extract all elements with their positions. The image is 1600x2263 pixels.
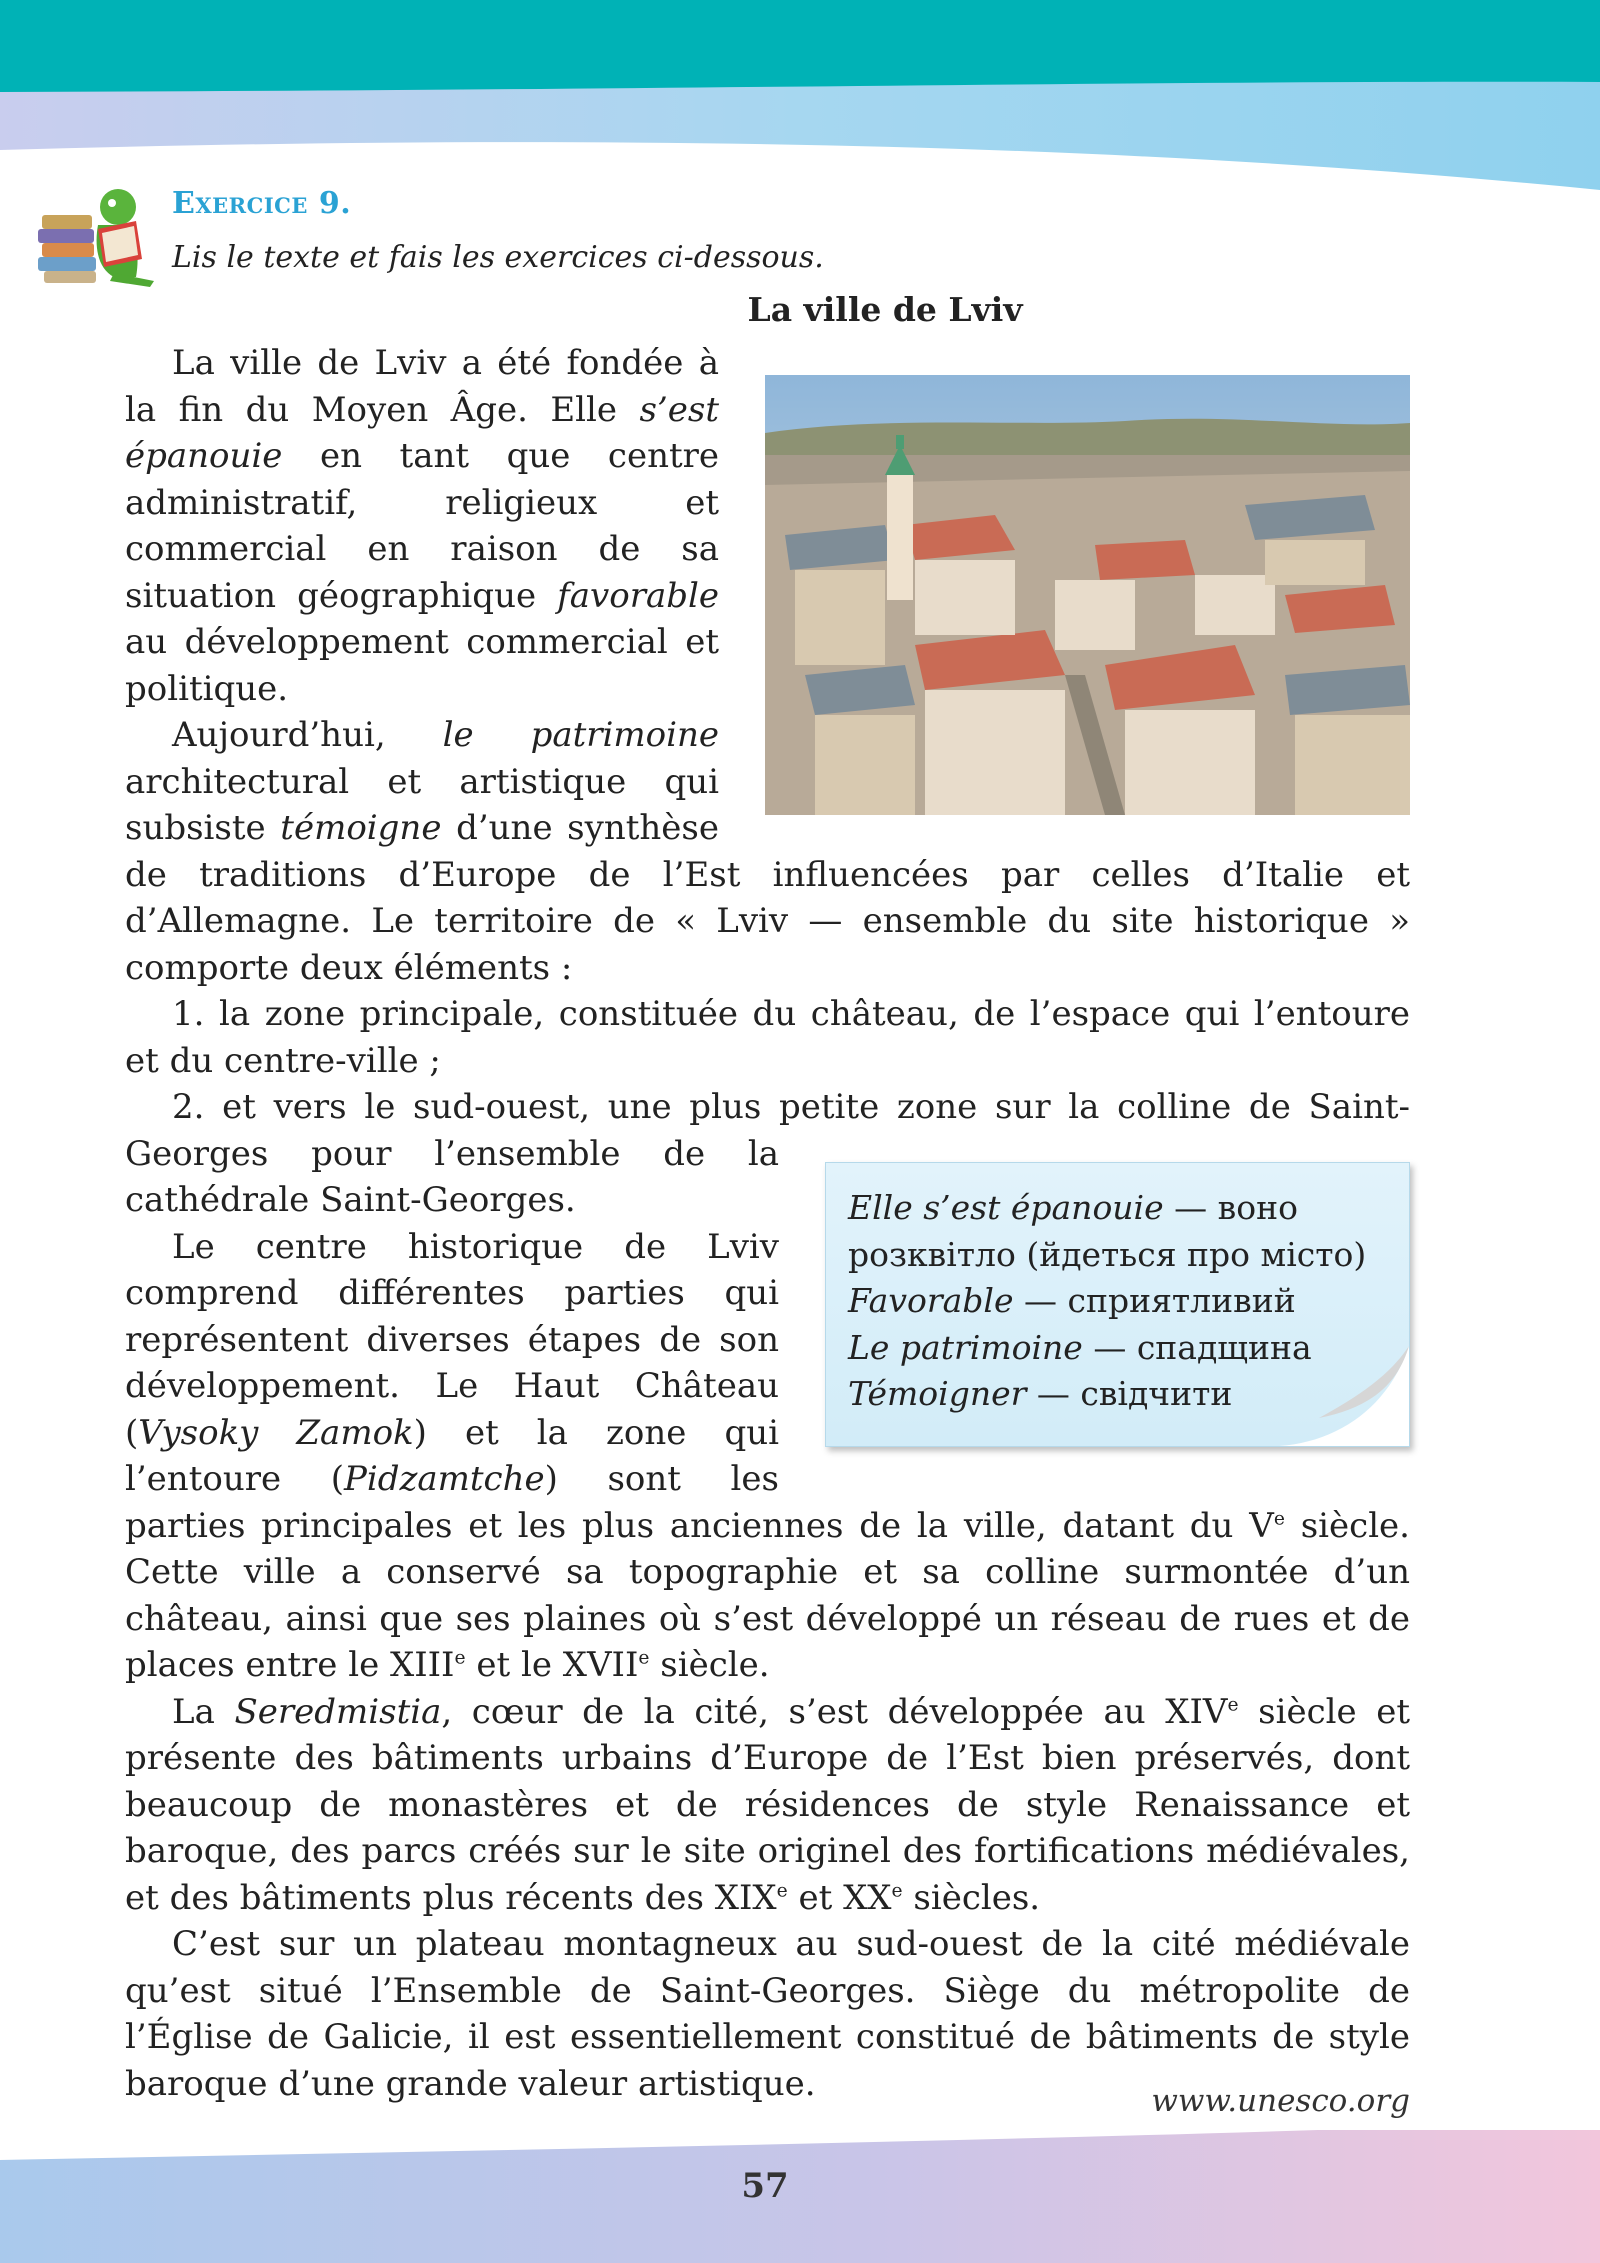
paragraph: C’est sur un plateau montagneux au sud-ouest de la cité médiévale qu’est situé l’Ensemble de Saint-Georges. Siège du métropolite de l’Église de Galicie, il est essentiellement constitué de bâtiments de style baroque d’une grande valeur artistique. xyxy=(125,1924,1410,2104)
exercise-instruction: Lis le texte et fais les exercices ci-dessous. xyxy=(172,240,824,275)
glossary-item: Elle s’est épanouie — воно xyxy=(848,1188,1298,1227)
paragraph: La ville de Lviv a été fondée à la fin du Moyen Âge. Elle s’est épanouie en tant que centre administratif, religieux et commercial en raison de sa situation géographique favorable au développement commercial et politique. xyxy=(125,343,719,709)
glossary-item: Le patrimoine — спадщина xyxy=(848,1327,1312,1367)
page-curl-decoration xyxy=(1279,1346,1409,1446)
page-header-band xyxy=(0,0,1600,190)
paragraph: Le centre historique de Lviv comprend différentes parties qui représentent diverses étapes de son développement. Le Haut Château (Vysoky Zamok) et la zone qui l’entoure (Pidzamtche) sont les parties principales et les plus anciennes de la ville, datant du Ve siècle. Cette ville a conservé sa topographie et sa colline surmontée d’un château, ainsi que ses plaines où s’est développé un réseau de rues et de places entre le XIIIe et le XVIIe siècle. xyxy=(125,1226,1410,1685)
reading-character-icon xyxy=(36,185,164,290)
paragraph: Aujourd’hui, le patrimoine architectural et artistique qui subsiste témoigne d’une synthèse de traditions d’Europe de l’Est influencées par celles d’Italie et d’Allemagne. Le territoire de « Lviv — ensemble du site historique » comporte deux éléments : xyxy=(125,715,1410,988)
article-title: La ville de Lviv xyxy=(747,290,1023,329)
lviv-city-photo xyxy=(765,375,1410,815)
glossary-item: розквітло (йдеться про місто) xyxy=(848,1234,1367,1274)
article-body xyxy=(125,340,1410,2107)
exercise-title: Exercice 9. xyxy=(172,186,352,221)
glossary-item: Témoigner — свідчити xyxy=(848,1374,1233,1413)
glossary-item: Favorable — сприятливий xyxy=(848,1281,1296,1320)
paragraph: 1. la zone principale, constituée du château, de l’espace qui l’entoure et du centre-ville ; xyxy=(125,994,1410,1081)
source-link[interactable]: www.unesco.org xyxy=(1151,2083,1410,2119)
paragraph: La Seredmistia, cœur de la cité, s’est développée au XIVe siècle et présente des bâtiments urbains d’Europe de l’Est bien préservés, dont beaucoup de monastères et de résidences de style Renaissance et baroque, des parcs créés sur le site originel des fortifications médiévales, et des bâtiments plus récents des XIXe et XXe siècles. xyxy=(125,1691,1411,1918)
page-number: 57 xyxy=(741,2166,789,2206)
glossary-box xyxy=(825,1162,1410,1447)
paragraph: 2. et vers le sud-ouest, une plus petite zone sur la colline de Saint-Georges pour l’ensemble de la cathédrale Saint-Georges. xyxy=(125,1087,1410,1220)
